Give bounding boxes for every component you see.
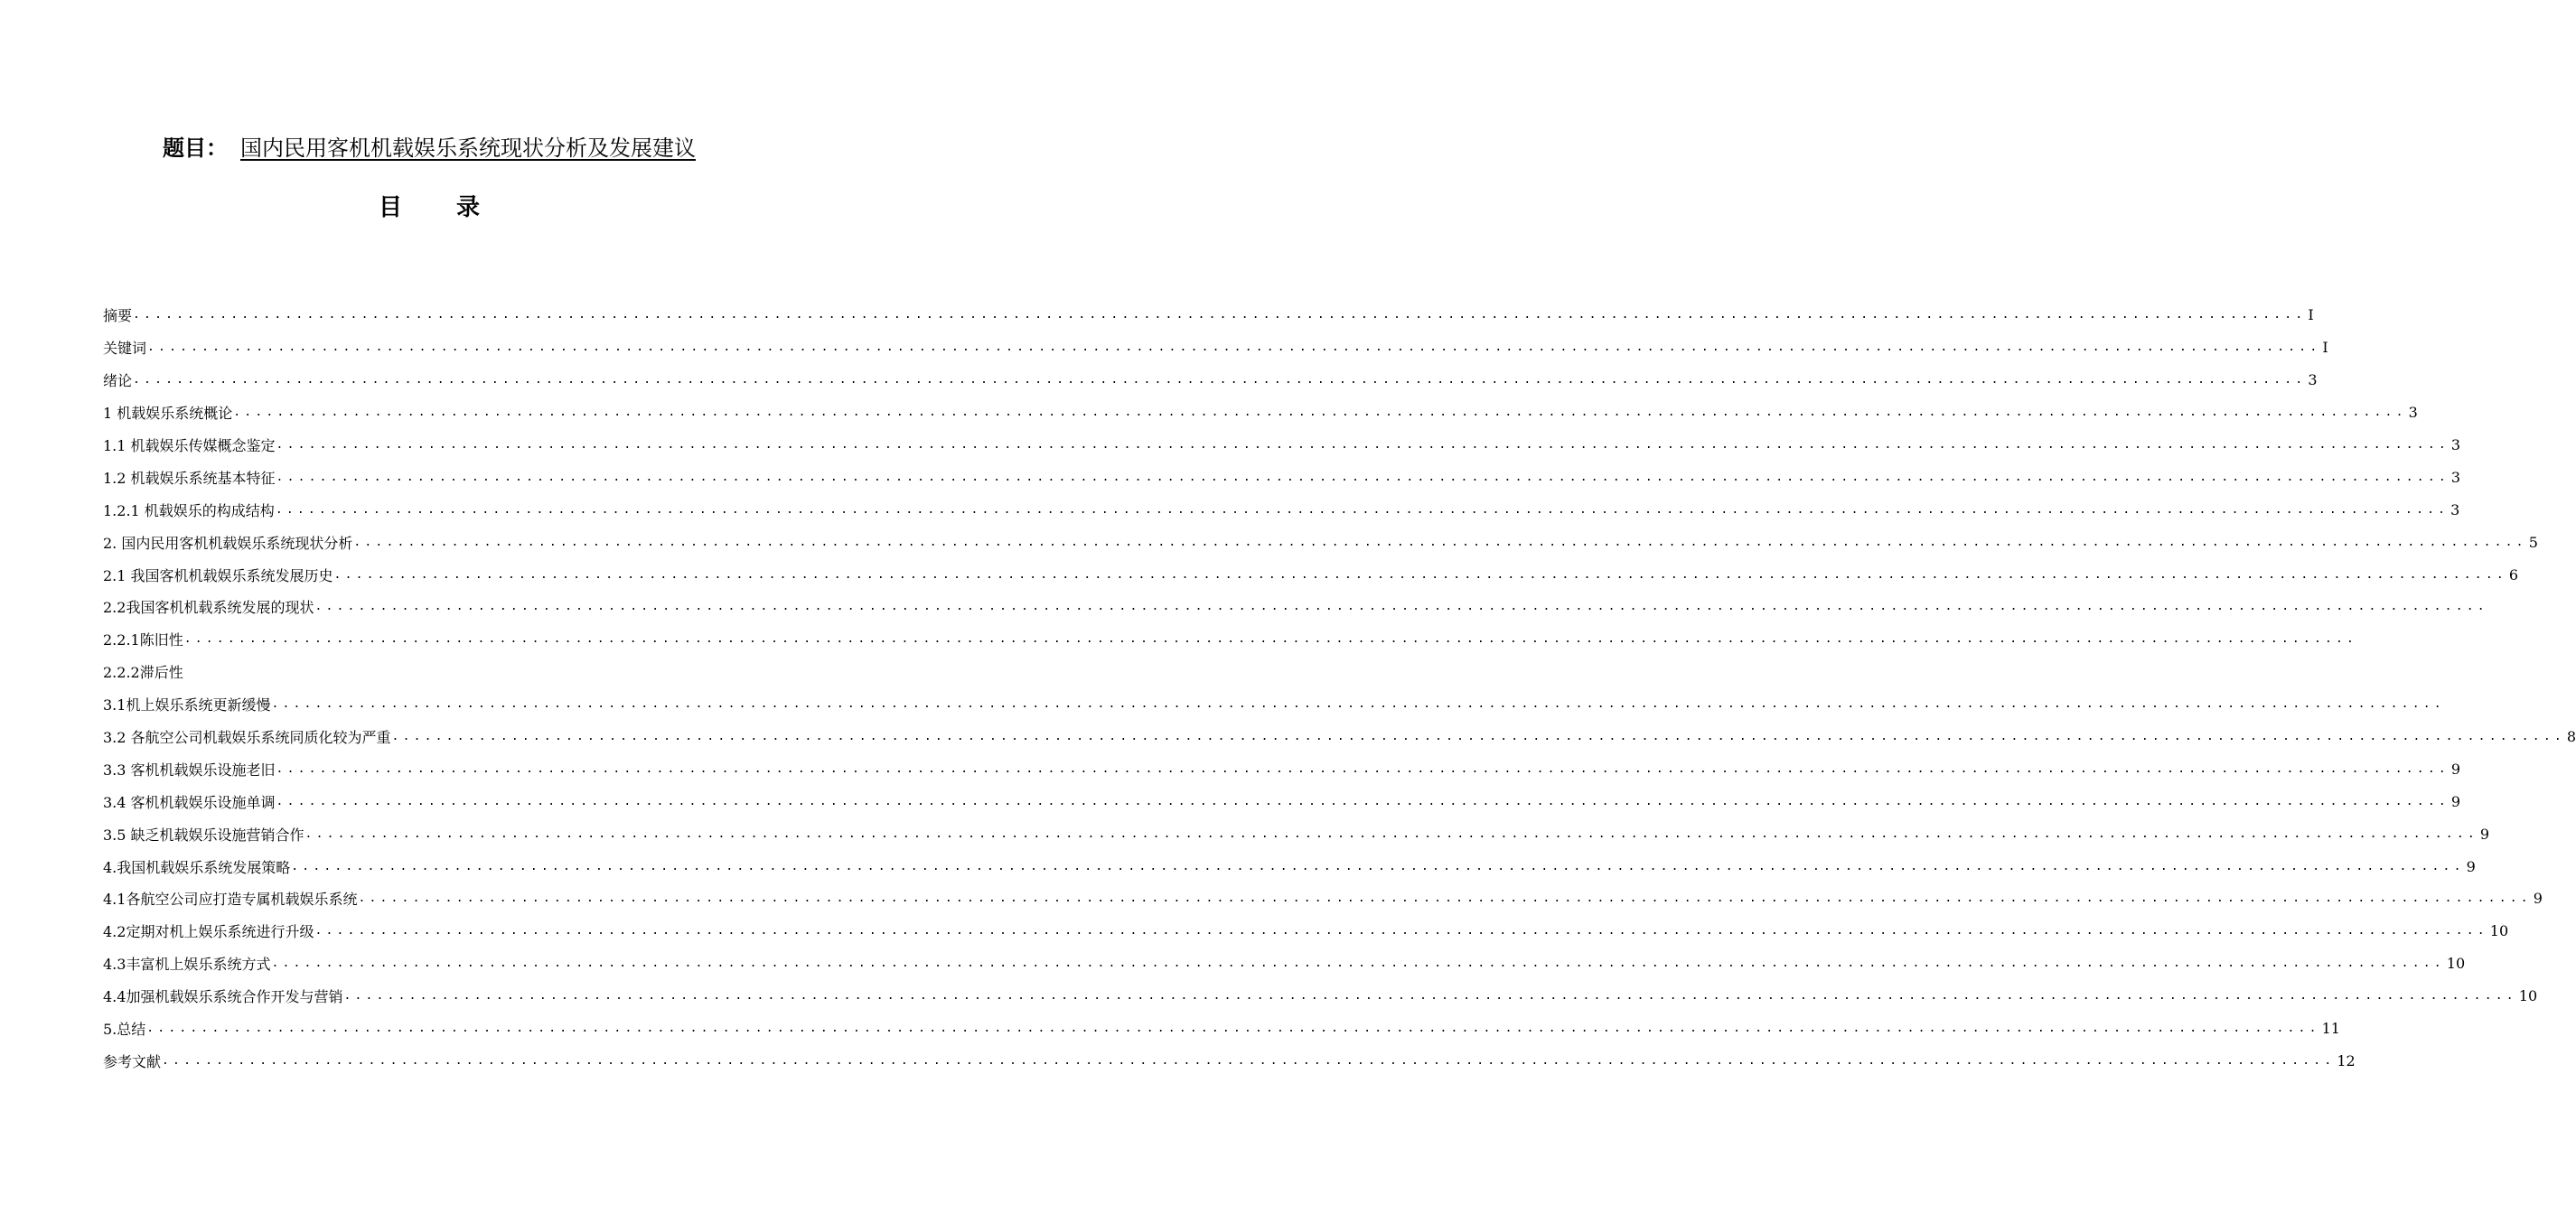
toc-entry-page: 3 (2450, 500, 2460, 518)
toc-entry[interactable] (103, 493, 2460, 526)
toc-leader-dots: ........................................................................................................................................................................................................ (271, 697, 2445, 712)
toc-leader-dots: ........................................................................................................................................................................................................ (147, 341, 2321, 355)
toc-entry[interactable] (103, 591, 2488, 623)
toc-entry-title: 绪论 (103, 372, 133, 390)
toc-entry-page: 3 (2450, 468, 2461, 486)
toc-entry-page: 11 (2321, 1020, 2340, 1038)
title-label: 题目： (163, 135, 228, 161)
toc-entry-page: 9 (2450, 760, 2461, 778)
toc-entry-page: 9 (2450, 792, 2461, 810)
toc-entry[interactable] (103, 1013, 2340, 1045)
toc-leader-dots: ........................................................................................................................................................................................................ (133, 373, 2307, 388)
toc-entry[interactable] (103, 752, 2461, 785)
toc-entry[interactable] (103, 915, 2509, 948)
toc-entry-title: 3.3 客机机载娱乐设施老旧 (103, 761, 276, 779)
toc-entry-title: 摘要 (103, 307, 133, 325)
toc-entry-page: 10 (2446, 955, 2466, 973)
toc-entry-page: 3 (2408, 404, 2418, 422)
toc-entry[interactable] (103, 1044, 2356, 1077)
toc-leader-dots: ........................................................................................................................................................................................................ (276, 438, 2450, 452)
toc-entry-page: 3 (2450, 436, 2461, 453)
toc-entry[interactable] (103, 461, 2461, 493)
toc-leader-dots: ........................................................................................................................................................................................................ (291, 859, 2465, 873)
toc-entry-page: 9 (2533, 890, 2543, 908)
toc-heading: 目录 (378, 194, 534, 221)
toc-entry[interactable] (103, 332, 2328, 364)
toc-leader-dots: ........................................................................................................................................................................................................ (276, 470, 2450, 484)
toc-entry[interactable] (103, 688, 2445, 721)
toc-leader-dots: ........................................................................................................................................................................................................ (162, 1053, 2336, 1068)
toc-entry-title: 3.5 缺乏机载娱乐设施营销合作 (103, 826, 304, 844)
toc-leader-dots: ........................................................................................................................................................................................................ (233, 406, 2407, 420)
toc-entry-page: I (2308, 306, 2314, 324)
toc-leader-dots: ........................................................................................................................................................................................................ (358, 892, 2532, 906)
toc-leader-dots: ........................................................................................................................................................................................................ (314, 924, 2488, 939)
toc-entry[interactable] (103, 882, 2543, 915)
toc-leader-dots: ........................................................................................................................................................................................................ (391, 730, 2565, 744)
toc-entry-page: 6 (2508, 565, 2519, 584)
toc-entry[interactable] (103, 526, 2538, 558)
toc-leader-dots: ........................................................................................................................................................................................................ (343, 989, 2517, 1004)
toc-entry[interactable] (103, 299, 2314, 332)
toc-leader-dots: ........................................................................................................................................................................................................ (146, 1022, 2320, 1036)
toc-entry-title: 3.2 各航空公司机载娱乐系统同质化较为严重 (103, 729, 391, 747)
toc-leader-dots: ........................................................................................................................................................................................................ (183, 632, 2358, 647)
toc-entry[interactable] (103, 558, 2519, 591)
title-text: 国内民用客机机载娱乐系统现状分析及发展建议 (240, 135, 696, 161)
toc-entry[interactable] (103, 623, 2358, 656)
toc-entry-title: 1.2 机载娱乐系统基本特征 (103, 469, 276, 487)
toc-entry-page: I (2322, 339, 2328, 357)
toc-entry-title: 4.4加强机载娱乐系统合作开发与营销 (103, 988, 343, 1006)
toc-entry-title: 5.总结 (103, 1021, 146, 1039)
toc-entry-title: 3.4 客机机载娱乐设施单调 (103, 793, 276, 811)
toc-leader-dots: ........................................................................................................................................................................................................ (304, 826, 2478, 841)
toc-entry[interactable] (103, 850, 2476, 882)
toc-entry-page: 10 (2489, 922, 2509, 940)
toc-entry-page: 9 (2466, 857, 2476, 875)
toc-entry-title: 1.2.1 机载娱乐的构成结构 (103, 501, 275, 519)
toc-entry[interactable] (103, 817, 2490, 850)
toc-entry[interactable] (103, 397, 2418, 429)
toc-entry[interactable] (103, 948, 2466, 980)
toc-entry-title: 1.1 机载娱乐传媒概念鉴定 (103, 437, 276, 454)
toc-leader-dots: ........................................................................................................................................................................................................ (271, 957, 2445, 971)
toc-entry-title: 2.2我国客机机载系统发展的现状 (103, 599, 314, 617)
toc-entry-title: 2.1 我国客机机载娱乐系统发展历史 (103, 566, 333, 584)
toc-entry[interactable] (103, 364, 2318, 397)
toc-entry[interactable] (103, 656, 777, 688)
toc-entry-page: 9 (2479, 825, 2490, 843)
toc-entry-page: 8 (2566, 728, 2576, 746)
toc-leader-dots: ........................................................................................................................................................................................................ (276, 794, 2450, 808)
toc-leader-dots: ........................................................................................................................................................................................................ (353, 535, 2527, 549)
toc-leader-dots: ........................................................................................................................................................................................................ (333, 567, 2507, 582)
toc-entry-title: 关键词 (103, 340, 147, 358)
toc-leader-dots: ........................................................................................................................................................................................................ (275, 502, 2450, 517)
toc-entry-title: 2.2.2滞后性 (103, 664, 183, 682)
table-of-contents (103, 299, 2576, 1077)
toc-entry-page: 3 (2308, 371, 2318, 389)
toc-leader-dots: ........................................................................................................................................................................................................ (133, 308, 2307, 322)
toc-entry[interactable] (103, 721, 2576, 753)
toc-entry-page: 10 (2518, 987, 2538, 1005)
toc-entry-title: 1 机载娱乐系统概论 (103, 405, 233, 423)
toc-entry-title: 4.2定期对机上娱乐系统进行升级 (103, 923, 314, 941)
toc-entry[interactable] (103, 429, 2461, 462)
toc-entry-title: 4.3丰富机上娱乐系统方式 (103, 956, 271, 974)
toc-entry[interactable] (103, 980, 2538, 1013)
toc-entry[interactable] (103, 785, 2461, 817)
toc-leader-dots: ........................................................................................................................................................................................................ (314, 600, 2488, 614)
toc-entry-title: 4.1各航空公司应打造专属机载娱乐系统 (103, 891, 358, 909)
toc-entry-title: 2.2.1陈旧性 (103, 631, 183, 649)
toc-entry-title: 4.我国机载娱乐系统发展策略 (103, 858, 291, 876)
toc-entry-title: 参考文献 (103, 1052, 162, 1070)
toc-entry-page: 5 (2528, 533, 2538, 551)
toc-entry-title: 2. 国内民用客机机载娱乐系统现状分析 (103, 534, 353, 552)
toc-entry-title: 3.1机上娱乐系统更新缓慢 (103, 696, 271, 714)
document-title (0, 130, 858, 166)
toc-entry-page: 12 (2337, 1051, 2356, 1069)
toc-leader-dots: ........................................................................................................................................................................................................ (276, 761, 2450, 776)
